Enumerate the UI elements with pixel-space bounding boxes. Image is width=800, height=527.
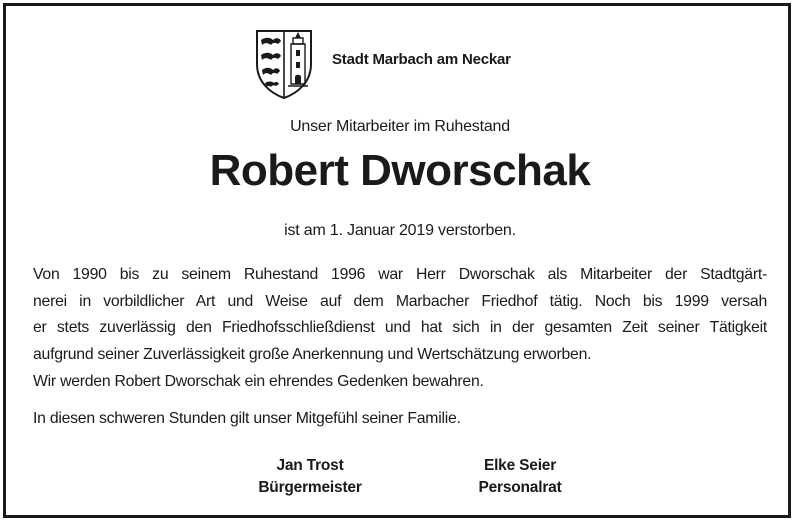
- paragraph-condolence: [33, 406, 767, 433]
- organization-name: Stadt Marbach am Neckar: [332, 51, 511, 68]
- signature-block-staff-council: [420, 455, 620, 499]
- paragraph-line: nerei in vorbildlicher Art und Weise auf dem Marbacher Friedhof tätig. Noch bis 1999 versah: [33, 292, 767, 310]
- signer-role: Personalrat: [478, 479, 562, 496]
- paragraph-line: Von 1990 bis zu seinem Ruhestand 1996 war Herr Dworschak als Mitarbeiter der Stadtgärt-: [33, 266, 767, 283]
- paragraph-line: In diesen schweren Stunden gilt unser Mitgefühl seiner Familie.: [33, 410, 461, 427]
- deceased-name: Robert Dworschak: [209, 146, 591, 195]
- paragraph-tribute: [33, 262, 767, 368]
- paragraph-remembrance: [33, 369, 767, 396]
- intro-line: Unser Mitarbeiter im Ruhestand: [290, 118, 510, 135]
- signer-name: Elke Seier: [483, 457, 557, 474]
- death-statement: ist am 1. Januar 2019 verstorben.: [284, 222, 516, 239]
- header: [0, 28, 800, 104]
- signer-name: Jan Trost: [276, 457, 344, 474]
- signature-block-mayor: [210, 455, 410, 499]
- signer-role: Bürgermeister: [258, 479, 362, 496]
- paragraph-line: Wir werden Robert Dworschak ein ehrendes Gedenken bewahren.: [33, 373, 484, 390]
- paragraph-line: aufgrund seiner Zuverlässigkeit große Anerkennung und Wertschätzung erworben.: [33, 345, 592, 363]
- coat-of-arms-icon: [254, 28, 314, 100]
- paragraph-line: er stets zuverlässig den Friedhofsschließdienst und hat sich in der gesamten Zeit seiner Tätigkeit: [33, 319, 767, 336]
